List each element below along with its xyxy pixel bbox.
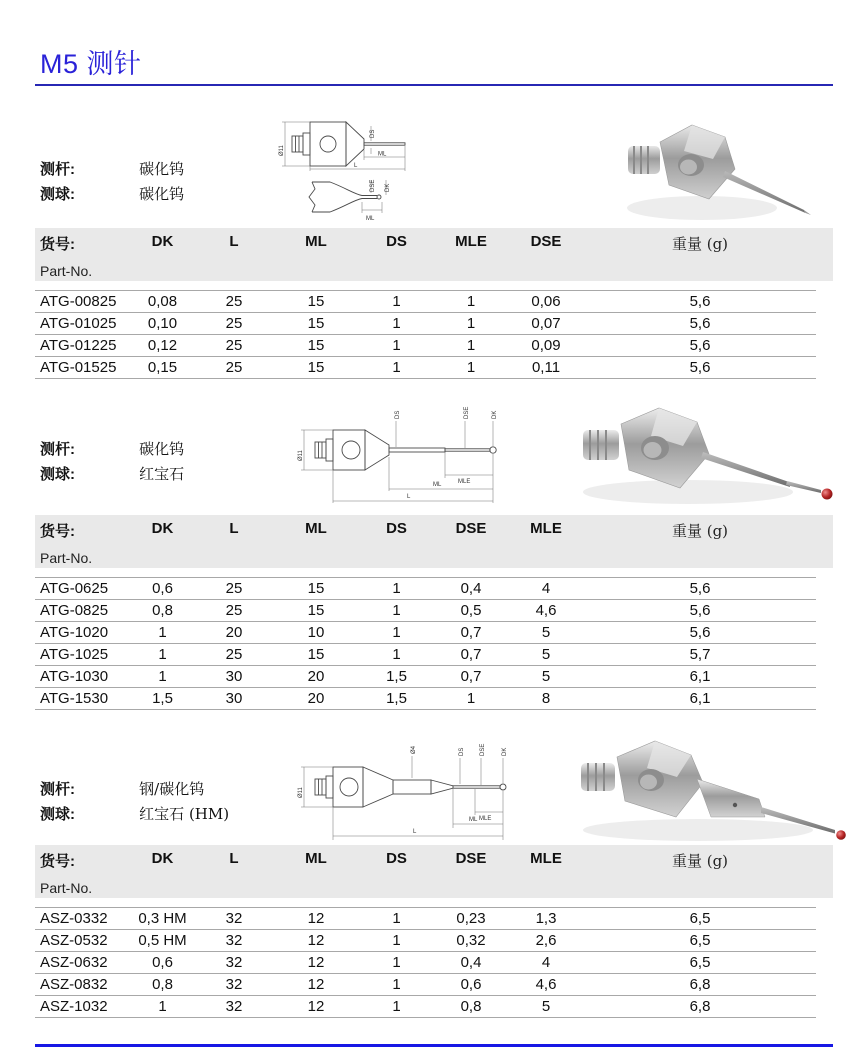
dimension-label: Ø11 [298,787,304,798]
table-row [35,622,833,644]
dimension-label: L [413,829,417,835]
value-cell: 0,6 [130,952,195,974]
ball-value: 红宝石 (HM) [139,805,230,823]
filler-cell [816,357,833,379]
value-cell: 15 [273,335,359,357]
part-no-cell: ASZ-0832 [35,974,130,996]
value-cell: 32 [195,974,273,996]
value-cell: 6,5 [584,908,816,930]
value-cell: 1 [130,996,195,1018]
ball-material-row [40,462,184,487]
technical-drawing [278,110,428,230]
ball-label: 测球: [40,806,75,823]
filler-cell [816,291,833,313]
value-cell: 1,5 [359,666,434,688]
filler-cell [816,622,833,644]
value-cell: 6,5 [584,952,816,974]
value-cell: 0,7 [434,644,508,666]
dimension-label: ML [366,216,375,222]
value-cell: 1 [359,908,434,930]
value-cell: 5,6 [584,313,816,335]
materials-block [40,157,184,207]
column-header: DS [359,515,434,568]
title-divider [35,84,833,86]
value-cell: 12 [273,908,359,930]
value-cell: 12 [273,930,359,952]
part-no-header-en: Part-No. [40,263,93,279]
value-cell: 1 [359,644,434,666]
dimension-label: DK [502,747,508,756]
shaft-material-row [40,437,184,462]
table-header-row [35,515,833,568]
column-header: MLE [434,228,508,281]
table-row [35,908,833,930]
part-no-header-cn: 货号: [40,236,75,253]
value-cell: 15 [273,313,359,335]
value-cell: 0,10 [130,313,195,335]
column-header: ML [273,228,359,281]
column-header: MLE [508,515,584,568]
table-row [35,688,833,710]
part-no-cell: ATG-0625 [35,578,130,600]
value-cell: 20 [273,688,359,710]
value-cell: 32 [195,908,273,930]
product-photo [563,400,853,515]
table-row [35,996,833,1018]
value-cell: 5,6 [584,578,816,600]
shaft-label: 测杆: [40,161,75,178]
filler-cell [816,313,833,335]
value-cell: 1 [359,952,434,974]
value-cell: 20 [273,666,359,688]
value-cell: 1 [130,644,195,666]
part-no-header [35,228,130,281]
column-header: DSE [434,845,508,898]
column-header: L [195,228,273,281]
dimension-label: Ø4 [411,745,417,754]
value-cell: 4,6 [508,600,584,622]
table-row [35,291,833,313]
column-header: DK [130,228,195,281]
value-cell: 0,11 [508,357,584,379]
part-no-header [35,845,130,898]
filler-cell [816,688,833,710]
header-gap [35,898,833,908]
filler-cell [816,974,833,996]
value-cell: 15 [273,600,359,622]
ball-value: 红宝石 [139,465,185,483]
part-no-cell: ATG-01225 [35,335,130,357]
value-cell: 1 [359,313,434,335]
value-cell: 12 [273,996,359,1018]
ball-material-row [40,182,184,207]
ball-label: 测球: [40,186,75,203]
table-header-row [35,845,833,898]
dimension-label: DSE [480,743,486,756]
value-cell: 1 [359,930,434,952]
value-cell: 0,8 [434,996,508,1018]
value-cell: 0,15 [130,357,195,379]
value-cell: 32 [195,952,273,974]
value-cell: 25 [195,357,273,379]
table-row [35,335,833,357]
column-header: DSE [434,515,508,568]
part-no-cell: ATG-1030 [35,666,130,688]
value-cell: 0,4 [434,952,508,974]
value-cell: 25 [195,335,273,357]
table-row [35,930,833,952]
value-cell: 15 [273,578,359,600]
column-header: ML [273,515,359,568]
part-no-cell: ATG-01025 [35,313,130,335]
table-row [35,357,833,379]
value-cell: 32 [195,930,273,952]
dimension-label: DK [492,410,498,419]
product-photo [563,735,858,852]
shaft-label: 测杆: [40,781,75,798]
dimension-label: ML [433,482,442,488]
column-header: DS [359,228,434,281]
value-cell: 20 [195,622,273,644]
value-cell: 1,3 [508,908,584,930]
column-header: L [195,845,273,898]
column-header: DSE [508,228,584,281]
value-cell: 12 [273,952,359,974]
value-cell: 6,5 [584,930,816,952]
value-cell: 32 [195,996,273,1018]
shaft-value: 碳化钨 [139,440,185,458]
value-cell: 5 [508,666,584,688]
shaft-value: 钢/碳化钨 [139,780,205,798]
header-gap [35,281,833,291]
dimension-label: DS [370,129,376,138]
dimension-label: ML [378,151,387,158]
value-cell: 0,09 [508,335,584,357]
part-no-header-en: Part-No. [40,550,93,566]
weight-header: 重量 (g) [584,228,816,281]
part-no-cell: ATG-00825 [35,291,130,313]
part-no-cell: ATG-01525 [35,357,130,379]
weight-header: 重量 (g) [584,845,816,898]
part-no-cell: ATG-1020 [35,622,130,644]
value-cell: 10 [273,622,359,644]
value-cell: 6,1 [584,666,816,688]
value-cell: 1 [130,666,195,688]
value-cell: 15 [273,291,359,313]
value-cell: 1 [359,600,434,622]
value-cell: 25 [195,644,273,666]
spec-table [35,845,833,1018]
value-cell: 0,23 [434,908,508,930]
value-cell: 0,5 [434,600,508,622]
dimension-label: DSE [370,179,376,192]
value-cell: 1 [434,291,508,313]
value-cell: 1 [359,622,434,644]
value-cell: 1 [359,357,434,379]
value-cell: 5 [508,644,584,666]
part-no-header-en: Part-No. [40,880,93,896]
value-cell: 0,6 [434,974,508,996]
technical-drawing [295,742,545,852]
filler-cell [816,952,833,974]
value-cell: 25 [195,600,273,622]
value-cell: 0,32 [434,930,508,952]
part-no-cell: ASZ-0332 [35,908,130,930]
part-no-cell: ASZ-0532 [35,930,130,952]
value-cell: 5 [508,622,584,644]
value-cell: 2,6 [508,930,584,952]
shaft-material-row [40,157,184,182]
dimension-label: L [354,163,358,169]
value-cell: 1 [434,688,508,710]
value-cell: 15 [273,644,359,666]
value-cell: 30 [195,688,273,710]
value-cell: 1 [434,357,508,379]
spec-table [35,228,833,379]
table-row [35,952,833,974]
value-cell: 0,07 [508,313,584,335]
value-cell: 5,7 [584,644,816,666]
value-cell: 0,06 [508,291,584,313]
part-no-cell: ATG-1025 [35,644,130,666]
shaft-material-row [40,777,229,802]
value-cell: 1,5 [130,688,195,710]
value-cell: 5,6 [584,291,816,313]
value-cell: 1 [434,313,508,335]
value-cell: 0,7 [434,622,508,644]
value-cell: 4 [508,578,584,600]
ball-label: 测球: [40,466,75,483]
page-title: M5 测针 [40,49,142,79]
shaft-value: 碳化钨 [139,160,185,178]
value-cell: 0,3 HM [130,908,195,930]
part-no-cell: ATG-1530 [35,688,130,710]
dimension-label: ML [469,817,478,823]
column-header: L [195,515,273,568]
dimension-label: DS [395,410,401,419]
dimension-label: DSE [464,406,470,419]
filler-header [816,228,833,281]
filler-header [816,515,833,568]
table-row [35,644,833,666]
filler-cell [816,644,833,666]
value-cell: 1 [359,974,434,996]
column-header: DK [130,515,195,568]
filler-cell [816,930,833,952]
shaft-label: 测杆: [40,441,75,458]
header-gap [35,568,833,578]
table-header-row [35,228,833,281]
value-cell: 0,5 HM [130,930,195,952]
value-cell: 1 [359,335,434,357]
value-cell: 5,6 [584,357,816,379]
value-cell: 0,12 [130,335,195,357]
column-header: DK [130,845,195,898]
part-no-header-cn: 货号: [40,853,75,870]
value-cell: 6,8 [584,996,816,1018]
value-cell: 25 [195,313,273,335]
part-no-header-cn: 货号: [40,523,75,540]
materials-block [40,437,184,487]
ball-value: 碳化钨 [139,185,185,203]
value-cell: 1 [359,291,434,313]
column-header: DS [359,845,434,898]
page-bottom-divider [35,1044,833,1047]
column-header: MLE [508,845,584,898]
technical-drawing [295,405,530,515]
filler-cell [816,335,833,357]
dimension-label: Ø11 [279,145,285,156]
filler-cell [816,996,833,1018]
value-cell: 0,7 [434,666,508,688]
filler-header [816,845,833,898]
column-header: ML [273,845,359,898]
value-cell: 1 [130,622,195,644]
value-cell: 0,4 [434,578,508,600]
table-row [35,578,833,600]
value-cell: 12 [273,974,359,996]
value-cell: 5,6 [584,600,816,622]
value-cell: 0,08 [130,291,195,313]
value-cell: 25 [195,578,273,600]
part-no-header [35,515,130,568]
value-cell: 15 [273,357,359,379]
table-row [35,974,833,996]
value-cell: 5 [508,996,584,1018]
dimension-label: MLE [479,816,492,822]
part-no-cell: ASZ-1032 [35,996,130,1018]
spec-table [35,515,833,710]
value-cell: 1 [359,578,434,600]
part-no-cell: ATG-0825 [35,600,130,622]
product-photo [612,112,822,232]
dimension-label: Ø11 [298,450,304,461]
filler-cell [816,908,833,930]
table-row [35,313,833,335]
value-cell: 4,6 [508,974,584,996]
part-no-cell: ASZ-0632 [35,952,130,974]
dimension-label: DS [459,747,465,756]
value-cell: 0,8 [130,974,195,996]
value-cell: 1 [359,996,434,1018]
value-cell: 5,6 [584,622,816,644]
filler-cell [816,600,833,622]
value-cell: 0,8 [130,600,195,622]
value-cell: 6,8 [584,974,816,996]
filler-cell [816,578,833,600]
value-cell: 1,5 [359,688,434,710]
table-row [35,666,833,688]
materials-block [40,777,229,827]
value-cell: 4 [508,952,584,974]
dimension-label: MLE [458,479,471,485]
value-cell: 25 [195,291,273,313]
value-cell: 1 [434,335,508,357]
weight-header: 重量 (g) [584,515,816,568]
value-cell: 0,6 [130,578,195,600]
value-cell: 8 [508,688,584,710]
value-cell: 30 [195,666,273,688]
value-cell: 5,6 [584,335,816,357]
table-row [35,600,833,622]
filler-cell [816,666,833,688]
ball-material-row [40,802,229,827]
value-cell: 6,1 [584,688,816,710]
dimension-label: L [407,494,411,500]
dimension-label: DK [385,183,391,192]
